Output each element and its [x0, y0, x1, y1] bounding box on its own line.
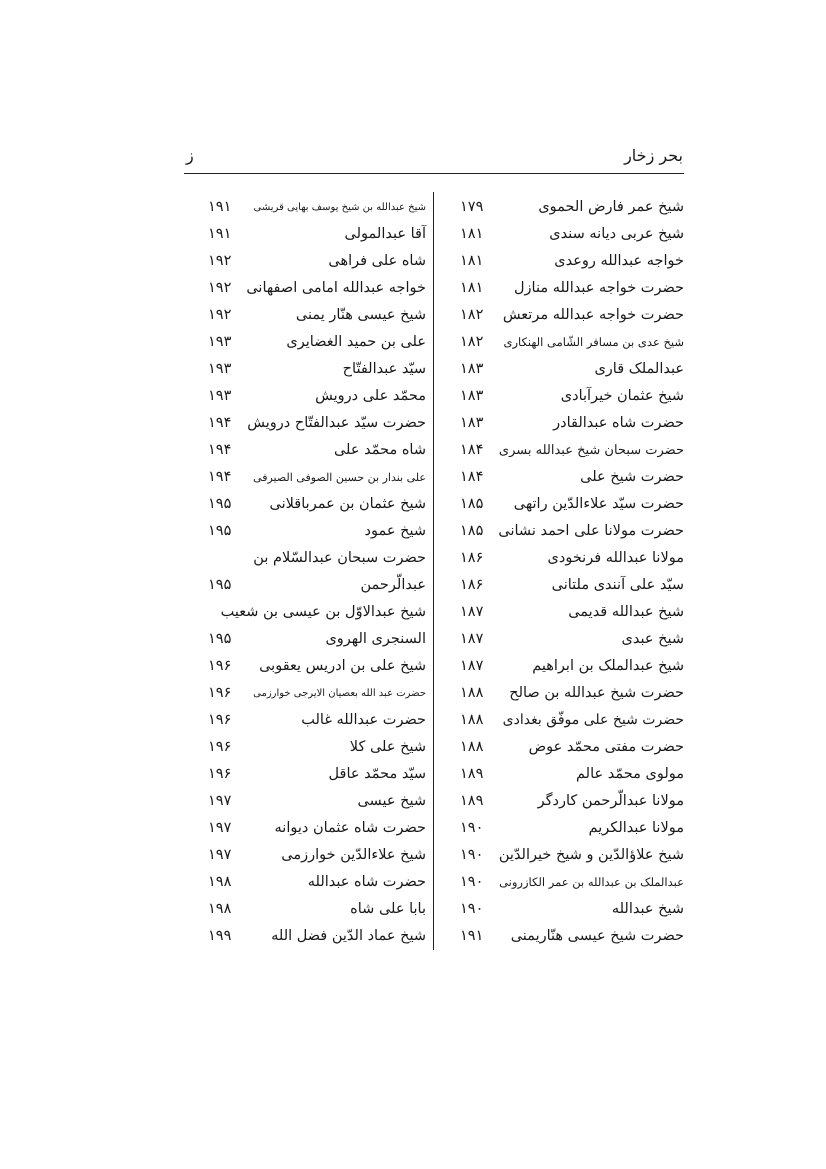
entry-page-number: ۱۸۲ [460, 334, 484, 350]
index-entry [452, 626, 684, 653]
entry-page-number: ۱۸۸ [460, 712, 484, 728]
entry-name: حضرت شاه عبدالله [307, 874, 426, 890]
right-column [452, 194, 684, 950]
entry-name: شیخ عمود [364, 523, 426, 539]
entry-page-number: ۱۹۶ [208, 739, 232, 755]
page-letter: ز [186, 146, 194, 165]
entry-page-number: ۱۹۳ [208, 388, 232, 404]
index-entry [452, 410, 684, 437]
entry-name: شیخ عدی بن مسافر الشّامی الهنکاری [503, 335, 684, 349]
entry-page-number: ۱۸۱ [460, 253, 484, 269]
entry-page-number: ۱۸۳ [460, 388, 484, 404]
entry-page-number: ۱۹۲ [208, 280, 232, 296]
entry-name: حضرت سبحان عبدالسّلام بن [253, 550, 426, 566]
entry-name: حضرت عبد الله بعصیان الایرجی خوارزمی [253, 688, 426, 699]
entry-name: عبدالملک قاری [594, 361, 684, 377]
index-entry [452, 545, 684, 572]
index-entry [452, 275, 684, 302]
entry-name: حضرت مفتی محمّد عوض [528, 739, 684, 755]
entry-name: شیخ علاؤالدّین و شیخ خیرالدّین [498, 847, 684, 863]
entry-name: حضرت سیّد علاءالدّین راتهی [513, 496, 684, 512]
entry-name: مولانا عبدالله فرنخودی [547, 550, 684, 566]
entry-name: حضرت شیخ عبدالله بن صالح [509, 685, 684, 701]
entry-page-number: ۱۸۲ [460, 307, 484, 323]
entry-name: بابا علی شاه [350, 901, 426, 917]
index-entry [200, 329, 426, 356]
entry-page-number: ۱۹۵ [208, 577, 232, 593]
entry-page-number: ۱۹۰ [460, 874, 484, 890]
entry-page-number: ۱۹۵ [208, 523, 232, 539]
entry-page-number: ۱۹۸ [208, 874, 232, 890]
entry-name: شیخ عثمان خیرآبادی [560, 388, 684, 404]
index-entry [200, 626, 426, 653]
entry-name: آقا عبدالمولی [344, 226, 426, 242]
index-entry [200, 572, 426, 599]
index-entry [452, 464, 684, 491]
entry-page-number: ۱۸۵ [460, 523, 484, 539]
entry-name: حضرت سیّد عبدالفتّاح درویش [247, 415, 426, 431]
entry-page-number: ۱۹۶ [208, 685, 232, 701]
index-entry [200, 653, 426, 680]
entry-page-number: ۱۹۱ [208, 226, 232, 242]
index-entry [200, 923, 426, 950]
entry-page-number: ۱۷۹ [460, 199, 484, 215]
entry-page-number: ۱۹۰ [460, 847, 484, 863]
index-entry [200, 437, 426, 464]
index-entry [452, 653, 684, 680]
entry-page-number: ۱۹۰ [460, 901, 484, 917]
entry-name: مولانا عبدالکریم [588, 820, 684, 836]
entry-page-number: ۱۸۳ [460, 415, 484, 431]
index-entry [452, 869, 684, 896]
entry-name: شیخ عماد الدّین فضل الله [271, 928, 426, 944]
entry-name: خواجه عبدالله امامی اصفهانی [246, 280, 426, 296]
index-entry [452, 680, 684, 707]
index-entry [200, 734, 426, 761]
entry-name: محمّد علی درویش [315, 388, 426, 404]
entry-name: علی بن حمید الغضایری [286, 334, 426, 350]
entry-page-number: ۱۸۹ [460, 766, 484, 782]
entry-name: حضرت شاه عبدالقادر [553, 415, 684, 431]
entry-page-number: ۱۸۶ [460, 577, 484, 593]
index-entry [200, 491, 426, 518]
entry-name: عبدالّرحمن [360, 577, 426, 593]
entry-name: شیخ عبدی [621, 631, 684, 647]
entry-page-number: ۱۸۸ [460, 739, 484, 755]
entry-page-number: ۱۹۴ [208, 415, 232, 431]
entry-page-number: ۱۸۷ [460, 658, 484, 674]
entry-name: السنجری الهروی [325, 631, 426, 647]
index-entry [452, 329, 684, 356]
entry-name: خواجه عبدالله روعدی [554, 253, 684, 269]
entry-name: علی بندار بن حسین الصوفی الصیرفی [253, 471, 426, 484]
entry-page-number: ۱۹۶ [208, 766, 232, 782]
entry-page-number: ۱۹۳ [208, 334, 232, 350]
entry-name: سیّد علی آنندی ملتانی [551, 577, 684, 593]
book-title: بحر زخار [624, 146, 683, 165]
entry-page-number: ۱۹۴ [208, 442, 232, 458]
entry-name: شاه محمّد علی [333, 442, 426, 458]
index-entry [452, 761, 684, 788]
entry-page-number: ۱۸۱ [460, 226, 484, 242]
index-entry [452, 842, 684, 869]
entry-name: حضرت خواجه عبدالله مرتعش [502, 307, 684, 323]
entry-page-number: ۱۹۵ [208, 496, 232, 512]
index-entry [200, 302, 426, 329]
index-entry [200, 761, 426, 788]
index-entry [452, 518, 684, 545]
entry-page-number: ۱۹۹ [208, 928, 232, 944]
index-entry [452, 923, 684, 950]
index-entry [200, 275, 426, 302]
index-entry [452, 383, 684, 410]
index-entry [200, 518, 426, 545]
index-entry [452, 302, 684, 329]
entry-page-number: ۱۹۷ [208, 820, 232, 836]
entry-page-number: ۱۸۸ [460, 685, 484, 701]
entry-page-number: ۱۹۴ [208, 469, 232, 485]
index-entry [200, 815, 426, 842]
index-entry [200, 410, 426, 437]
entry-name: شاه علی فراهی [328, 253, 426, 269]
entry-name: شیخ عربی دیانه سندی [549, 226, 684, 242]
entry-name: حضرت شاه عثمان دیوانه [274, 820, 426, 836]
index-entry [452, 734, 684, 761]
index-entry [200, 248, 426, 275]
entry-page-number: ۱۹۸ [208, 901, 232, 917]
entry-name: شیخ عمر فارض الحموی [538, 199, 684, 215]
entry-name: حضرت شیخ علی موفّق بغدادی [502, 712, 684, 728]
entry-name: حضرت سبحان شیخ عبدالله بسری [498, 443, 684, 458]
entry-name: شیخ عیسی [357, 793, 426, 809]
index-entry [452, 248, 684, 275]
entry-name: حضرت شیخ عیسی هنّاریمنی [510, 928, 684, 944]
entry-page-number: ۱۹۱ [460, 928, 484, 944]
entry-name: سیّد عبدالفتّاح [342, 361, 426, 377]
entry-page-number: ۱۹۱ [208, 199, 232, 215]
entry-name: شیخ علاءالدّین خوارزمی [281, 847, 426, 863]
entry-name: مولوی محمّد عالم [576, 766, 684, 782]
index-entry [452, 491, 684, 518]
index-entry [200, 599, 426, 626]
entry-page-number: ۱۸۴ [460, 442, 484, 458]
entry-page-number: ۱۹۲ [208, 307, 232, 323]
index-entry [452, 788, 684, 815]
index-entry [200, 842, 426, 869]
entry-name: شیخ عیسی هنّار یمنی [295, 307, 426, 323]
entry-name: حضرت خواجه عبدالله منازل [514, 280, 684, 296]
entry-name: حضرت عبدالله غالب [301, 712, 426, 728]
entry-page-number: ۱۹۲ [208, 253, 232, 269]
entry-page-number: ۱۹۵ [208, 631, 232, 647]
index-entry [200, 869, 426, 896]
entry-name: حضرت شیخ علی [580, 469, 684, 485]
entry-page-number: ۱۸۴ [460, 469, 484, 485]
entry-page-number: ۱۸۳ [460, 361, 484, 377]
entry-name: شیخ علی بن ادریس یعقوبی [259, 658, 426, 674]
entry-name: شیخ عبدالله قدیمی [568, 604, 684, 620]
entry-page-number: ۱۹۷ [208, 793, 232, 809]
index-entry [452, 896, 684, 923]
header-rule [184, 173, 684, 174]
entry-page-number: ۱۹۶ [208, 658, 232, 674]
entry-name: شیخ عبدالاوّل بن عیسی بن شعیب [220, 604, 426, 620]
entry-page-number: ۱۸۶ [460, 550, 484, 566]
entry-name: سیّد محمّد عاقل [328, 766, 426, 782]
entry-page-number: ۱۸۵ [460, 496, 484, 512]
index-entry [200, 896, 426, 923]
entry-page-number: ۱۹۷ [208, 847, 232, 863]
entry-name: شیخ علی کلا [349, 739, 426, 755]
entry-name: حضرت مولانا علی احمد نشانی [498, 523, 684, 539]
index-entry [452, 356, 684, 383]
index-entry [200, 221, 426, 248]
entry-name: شیخ عبدالملک بن ابراهیم [532, 658, 684, 674]
index-entry [200, 707, 426, 734]
index-entry [452, 194, 684, 221]
entry-name: عبدالملک بن عبدالله بن عمر الکازرونی [499, 875, 684, 889]
index-entry [452, 815, 684, 842]
left-column [200, 194, 426, 950]
index-entry [452, 707, 684, 734]
entry-page-number: ۱۹۰ [460, 820, 484, 836]
entry-name: شیخ عبدالله [611, 901, 684, 917]
index-entry [200, 356, 426, 383]
index-entry [452, 572, 684, 599]
index-entry [200, 383, 426, 410]
column-divider [433, 192, 434, 950]
entry-page-number: ۱۸۱ [460, 280, 484, 296]
entry-page-number: ۱۹۶ [208, 712, 232, 728]
entry-page-number: ۱۸۷ [460, 604, 484, 620]
index-entry [200, 545, 426, 572]
entry-name: مولانا عبدالّرحمن کاردگر [537, 793, 684, 809]
entry-page-number: ۱۸۷ [460, 631, 484, 647]
index-entry [200, 194, 426, 221]
entry-page-number: ۱۹۳ [208, 361, 232, 377]
index-entry [452, 221, 684, 248]
index-entry [200, 680, 426, 707]
index-entry [452, 599, 684, 626]
entry-name: شیخ عبدالله بن شیخ یوسف بهایی قریشی [253, 202, 426, 213]
index-entry [200, 464, 426, 491]
entry-page-number: ۱۸۹ [460, 793, 484, 809]
index-entry [200, 788, 426, 815]
index-entry [452, 437, 684, 464]
entry-name: شیخ عثمان بن عمرباقلانی [269, 496, 426, 512]
